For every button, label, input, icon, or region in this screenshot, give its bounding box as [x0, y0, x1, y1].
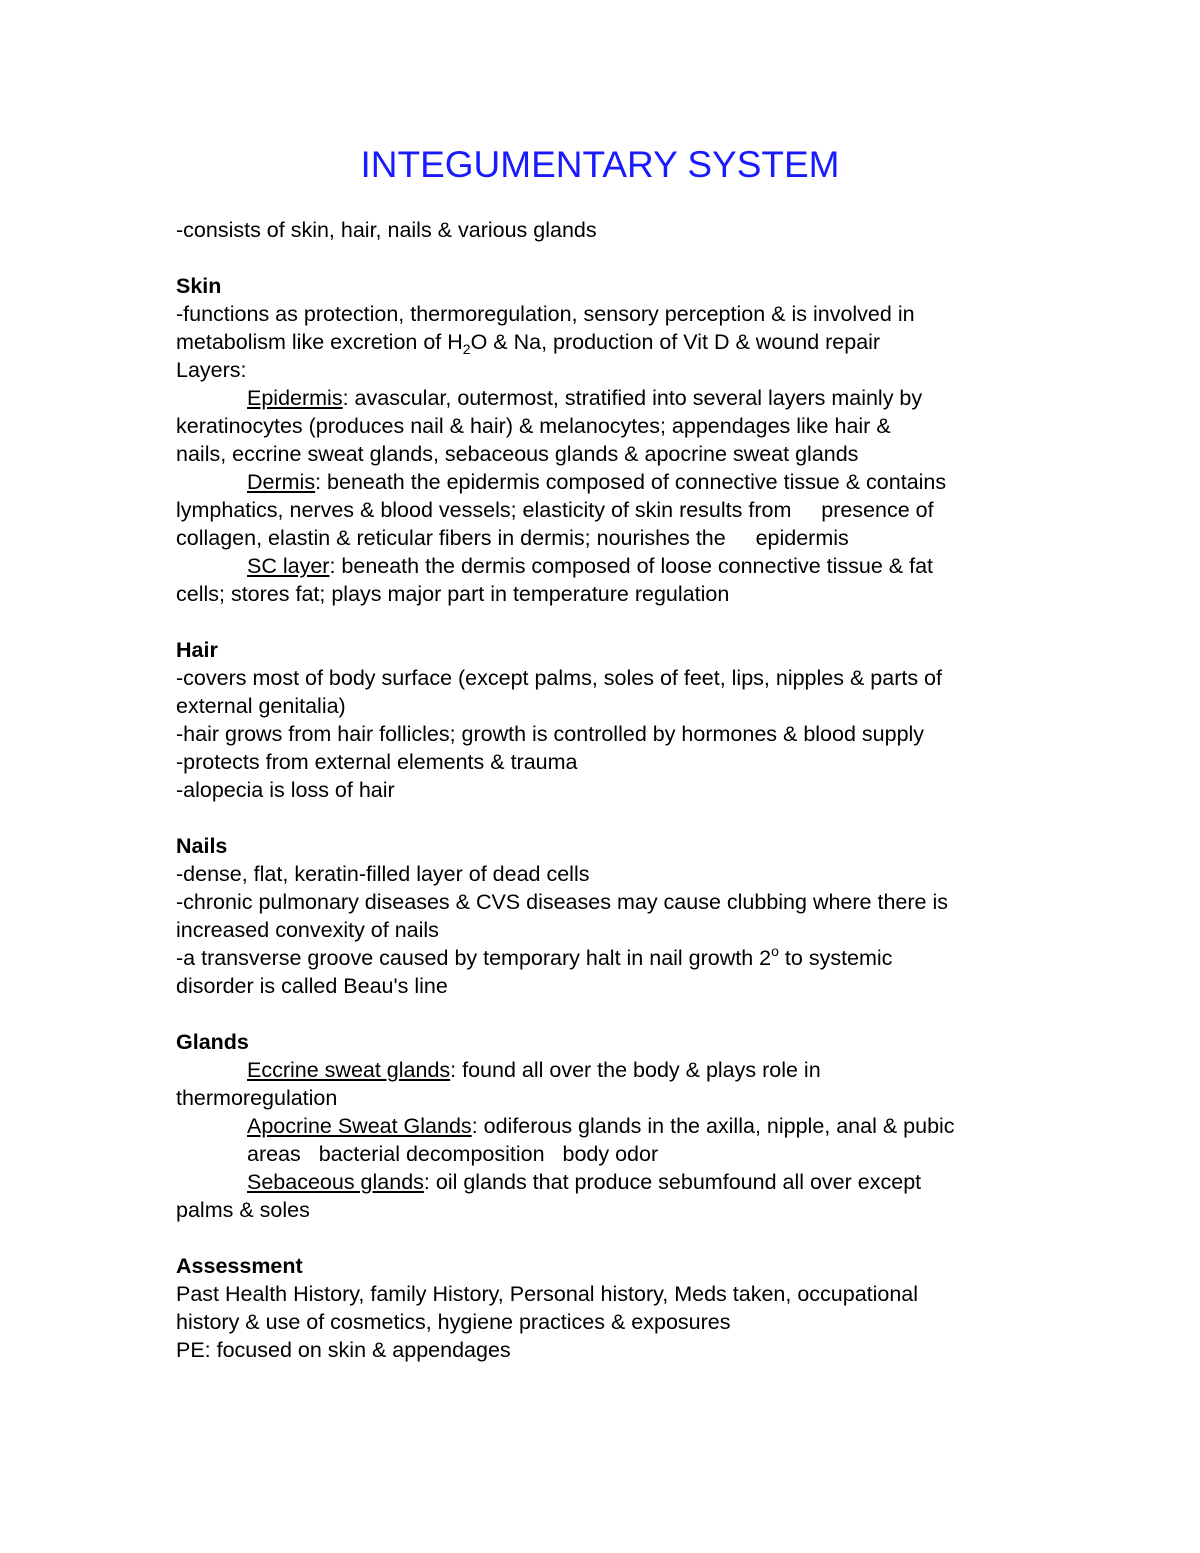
sc-layer-line — [176, 552, 1036, 580]
dermis-term: Dermis — [247, 470, 316, 494]
apocrine-term: Apocrine Sweat Glands — [247, 1114, 472, 1138]
hair-line: -hair grows from hair follicles; growth is controlled by hormones & blood supply — [176, 722, 925, 746]
eccrine-term: Eccrine sweat glands — [247, 1058, 451, 1082]
intro-line: -consists of skin, hair, nails & various glands — [176, 218, 597, 242]
nails-text: to systemic — [778, 946, 893, 970]
nails-heading: Nails — [176, 834, 228, 858]
glands-heading: Glands — [176, 1030, 249, 1054]
document-body — [176, 216, 1036, 1364]
nails-line: -chronic pulmonary diseases & CVS diseases may cause clubbing where there is — [176, 890, 948, 914]
epidermis-line: nails, eccrine sweat glands, sebaceous glands & apocrine sweat glands — [176, 442, 859, 466]
dermis-line: collagen, elastin & reticular fibers in dermis; nourishes the epidermis — [176, 526, 849, 550]
page-title: INTEGUMENTARY SYSTEM — [360, 144, 840, 185]
apocrine-line — [176, 1112, 1036, 1140]
dermis-text: : beneath the epidermis composed of connective tissue & contains — [315, 470, 947, 494]
spacer — [176, 804, 1036, 832]
sc-layer-text: : beneath the dermis composed of loose connective tissue & fat — [329, 554, 933, 578]
sebaceous-line: palms & soles — [176, 1198, 310, 1222]
hair-line: -alopecia is loss of hair — [176, 778, 395, 802]
hair-line: -covers most of body surface (except palms, soles of feet, lips, nipples & parts of — [176, 666, 942, 690]
assessment-heading: Assessment — [176, 1254, 303, 1278]
dermis-line — [176, 468, 1036, 496]
spacer — [176, 608, 1036, 636]
spacer — [176, 1224, 1036, 1252]
skin-line — [176, 328, 1036, 356]
sebaceous-line — [176, 1168, 1036, 1196]
hair-heading: Hair — [176, 638, 218, 662]
apocrine-text: : odiferous glands in the axilla, nipple, anal & pubic — [471, 1114, 955, 1138]
sc-layer-line: cells; stores fat; plays major part in temperature regulation — [176, 582, 730, 606]
assessment-line: history & use of cosmetics, hygiene practices & exposures — [176, 1310, 731, 1334]
nails-line — [176, 944, 1036, 972]
hair-line: external genitalia) — [176, 694, 346, 718]
eccrine-text: : found all over the body & plays role in — [450, 1058, 821, 1082]
nails-line: increased convexity of nails — [176, 918, 439, 942]
hair-line: -protects from external elements & trauma — [176, 750, 578, 774]
assessment-line: PE: focused on skin & appendages — [176, 1338, 511, 1362]
superscript: o — [771, 943, 779, 959]
apocrine-line: areas bacterial decomposition body odor — [247, 1142, 659, 1166]
eccrine-line — [176, 1056, 1036, 1084]
nails-line: -dense, flat, keratin-filled layer of dead cells — [176, 862, 590, 886]
epidermis-text: : avascular, outermost, stratified into several layers mainly by — [342, 386, 923, 410]
skin-line: -functions as protection, thermoregulation, sensory perception & is involved in — [176, 302, 915, 326]
sc-layer-term: SC layer — [247, 554, 330, 578]
nails-text: -a transverse groove caused by temporary halt in nail growth 2 — [176, 946, 772, 970]
eccrine-line: thermoregulation — [176, 1086, 338, 1110]
skin-text: O & Na, production of Vit D & wound repair — [470, 330, 881, 354]
sebaceous-term: Sebaceous glands — [247, 1170, 424, 1194]
epidermis-term: Epidermis — [247, 386, 343, 410]
skin-heading: Skin — [176, 274, 222, 298]
epidermis-line: keratinocytes (produces nail & hair) & melanocytes; appendages like hair & — [176, 414, 891, 438]
dermis-line: lymphatics, nerves & blood vessels; elasticity of skin results from presence of — [176, 498, 934, 522]
spacer — [176, 244, 1036, 272]
skin-text: metabolism like excretion of H — [176, 330, 463, 354]
sebaceous-text: : oil glands that produce sebumfound all over except — [423, 1170, 922, 1194]
layers-label: Layers: — [176, 358, 247, 382]
spacer — [176, 1000, 1036, 1028]
epidermis-line — [176, 384, 1036, 412]
assessment-line: Past Health History, family History, Personal history, Meds taken, occupational — [176, 1282, 919, 1306]
nails-line: disorder is called Beau's line — [176, 974, 448, 998]
subscript: 2 — [462, 341, 471, 357]
